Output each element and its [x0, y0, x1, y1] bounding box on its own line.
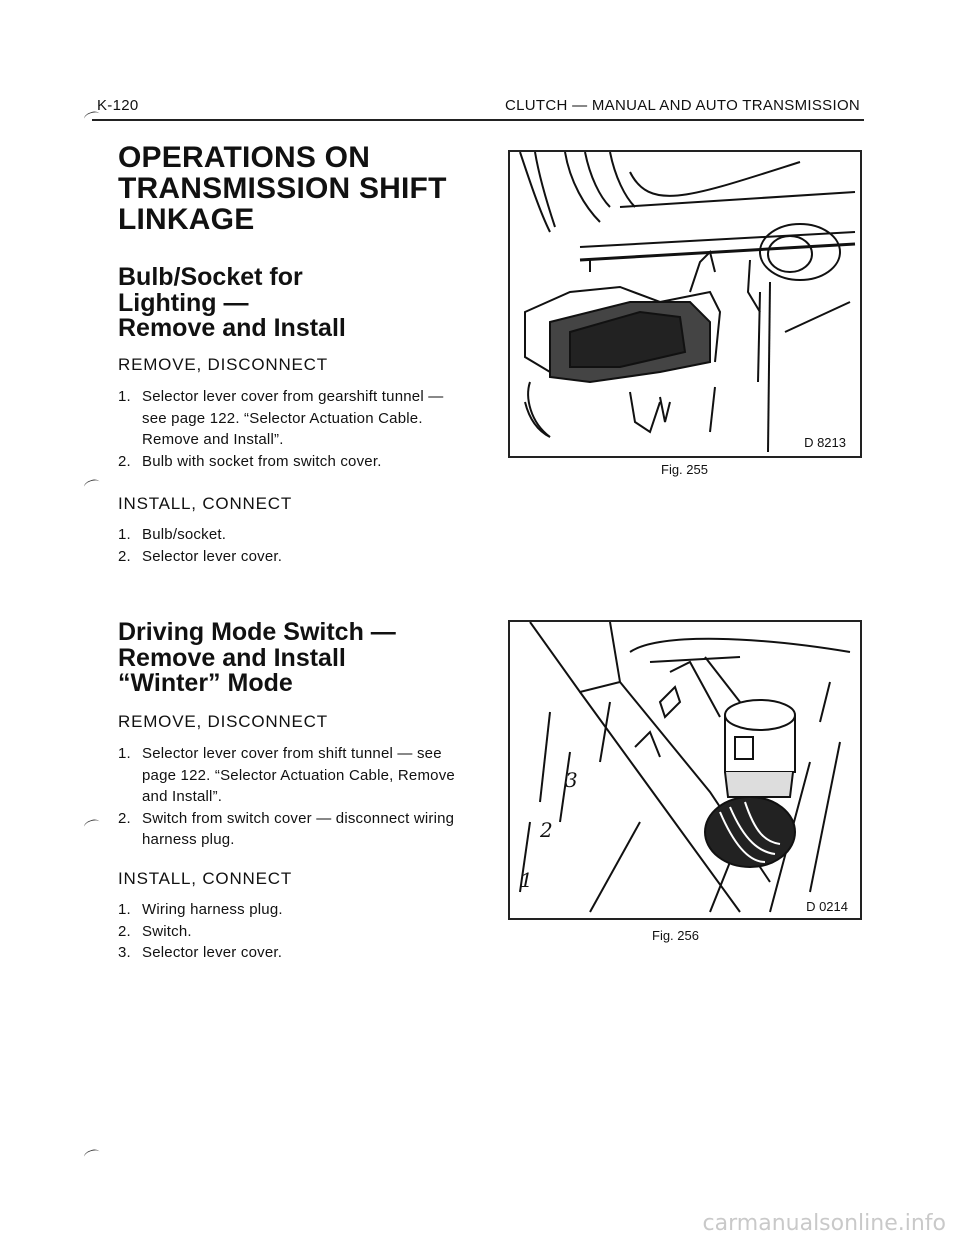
- step-number: 2.: [118, 809, 131, 827]
- list-item: [118, 899, 468, 921]
- watermark: carmanualsonline.info: [702, 1211, 946, 1236]
- list-item: [118, 808, 468, 851]
- step-text: Selector lever cover.: [142, 944, 283, 961]
- figure-bulb-socket: [508, 150, 862, 458]
- step-text: Bulb with socket from switch cover.: [142, 452, 382, 470]
- section2-title: [118, 620, 396, 697]
- main-title-line: OPERATIONS ON: [118, 141, 371, 174]
- list-item: [118, 451, 468, 473]
- margin-mark: [83, 1148, 101, 1162]
- figure-caption: Fig. 256: [652, 928, 699, 943]
- section1-remove-steps: [118, 386, 468, 472]
- main-title: [118, 142, 447, 235]
- section2-title-line: “Winter” Mode: [118, 669, 293, 697]
- page-number: K-120: [97, 97, 139, 114]
- step-number: 1.: [118, 388, 131, 405]
- step-text: Switch from switch cover — disconnect wiring harness plug.: [142, 809, 455, 848]
- list-item: [118, 546, 468, 568]
- step-text: Switch.: [142, 922, 192, 940]
- section1-remove-label: REMOVE, DISCONNECT: [118, 355, 328, 374]
- section2-install-label: INSTALL, CONNECT: [118, 869, 293, 888]
- svg-text:1: 1: [520, 868, 533, 892]
- step-text: Selector lever cover from gearshift tunnel — see page 122. “Selector Actuation Cable. Remove and Install”.: [142, 388, 444, 448]
- section-title: CLUTCH — MANUAL AND AUTO TRANSMISSION: [505, 97, 861, 114]
- step-text: Selector lever cover from shift tunnel — see page 122. “Selector Actuation Cable, Remove and Install”.: [142, 745, 455, 805]
- section2-remove-label: REMOVE, DISCONNECT: [118, 712, 328, 731]
- list-item: [118, 743, 468, 808]
- step-number: 1.: [118, 745, 131, 762]
- list-item: [118, 386, 468, 451]
- figure-driving-mode-switch-drawing: [510, 622, 860, 918]
- section1-install-steps: [118, 524, 468, 567]
- step-text: Selector lever cover.: [142, 547, 283, 565]
- margin-mark: [83, 110, 101, 124]
- section1-title-line: Lighting —: [118, 288, 249, 317]
- step-text: Bulb/socket.: [142, 526, 227, 543]
- step-number: 1.: [118, 526, 131, 543]
- svg-text:2: 2: [540, 818, 553, 842]
- section1-install-label: INSTALL, CONNECT: [118, 494, 293, 513]
- section2-install-steps: [118, 899, 468, 964]
- margin-mark: [83, 818, 101, 832]
- figure-code: D 8213: [804, 435, 846, 450]
- svg-text:3: 3: [565, 768, 578, 792]
- step-number: 2.: [118, 922, 131, 940]
- section1-title-line: Remove and Install: [118, 314, 346, 342]
- figure-caption: Fig. 255: [661, 462, 708, 477]
- section2-title-line: Remove and Install: [118, 643, 346, 672]
- margin-mark: [83, 478, 101, 492]
- step-number: 3.: [118, 944, 131, 961]
- section1-title: [118, 265, 346, 342]
- main-title-line: TRANSMISSION SHIFT: [118, 172, 447, 205]
- figure-bulb-socket-drawing: [510, 152, 860, 456]
- step-number: 2.: [118, 547, 131, 565]
- section2-title-line: Driving Mode Switch —: [118, 618, 396, 646]
- section2-remove-steps: [118, 743, 468, 851]
- list-item: [118, 942, 468, 964]
- list-item: [118, 524, 468, 546]
- list-item: [118, 921, 468, 943]
- main-title-line: LINKAGE: [118, 203, 255, 236]
- header-rule: [92, 119, 864, 121]
- step-text: Wiring harness plug.: [142, 901, 283, 918]
- step-number: 2.: [118, 452, 131, 470]
- step-number: 1.: [118, 901, 131, 918]
- figure-code: D 0214: [806, 899, 848, 914]
- section1-title-line: Bulb/Socket for: [118, 263, 303, 291]
- figure-driving-mode-switch: [508, 620, 862, 920]
